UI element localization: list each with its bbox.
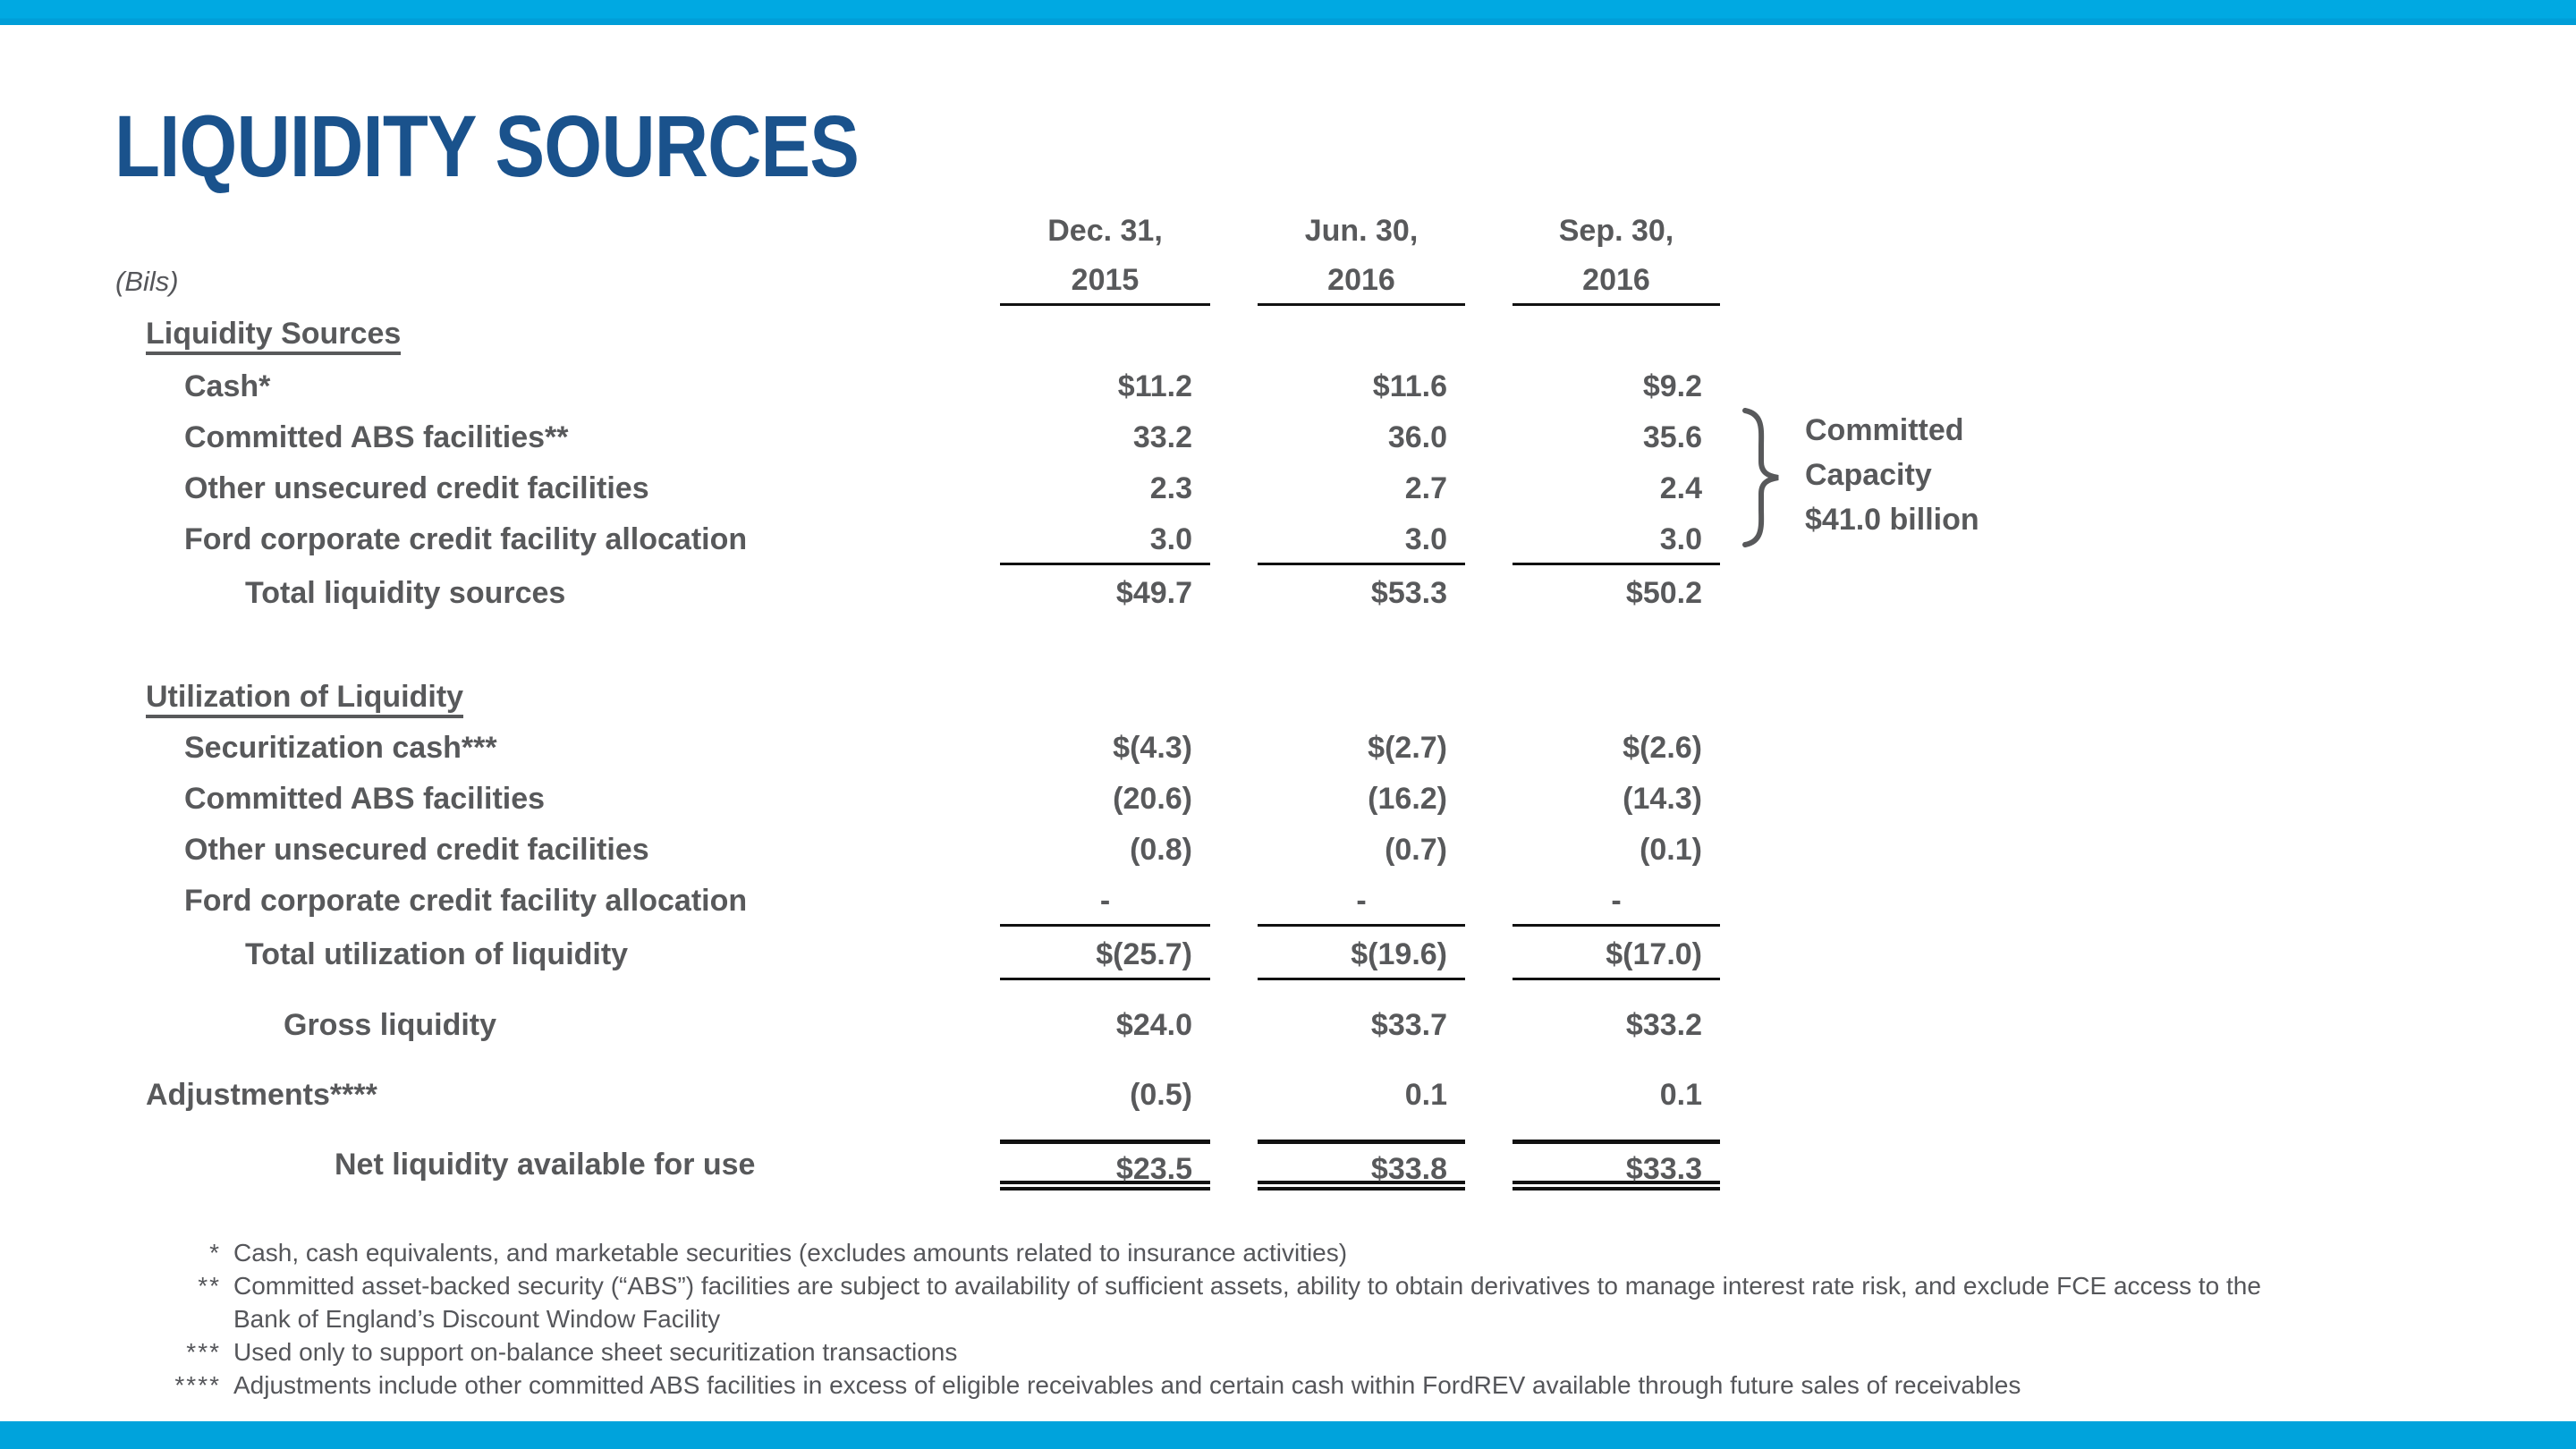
cell: (0.7) [1385,833,1447,867]
section-title: Utilization of Liquidity [146,680,463,718]
row-label: Committed ABS facilities** [184,420,569,454]
footnote-marker: ** [198,1272,221,1300]
row-other-unsecured [143,463,1726,514]
row-label: Cash* [184,369,271,403]
col-header-dec2015: Dec. 31, [1047,214,1163,248]
row-securitization-cash [143,723,1726,774]
row-label: Ford corporate credit facility allocation [184,522,748,556]
cell: $33.3 [1513,1140,1720,1191]
cell: (20.6) [1113,782,1192,816]
cell: 33.2 [1132,420,1192,454]
cell: $24.0 [1115,1008,1192,1042]
cell: 3.0 [1000,514,1210,565]
committed-capacity-annotation [1742,408,1979,547]
footnote-text: Cash, cash equivalents, and marketable securities (excludes amounts related to insurance activities) [233,1239,1348,1267]
top-accent-bar [0,0,2576,25]
section-header-utilization [143,672,1726,723]
cell: (0.1) [1640,833,1702,867]
footnote-text: Committed asset-backed security (“ABS”) facilities are subject to availability of sufficient assets, ability to obtain derivatives to manage interest rate risk, and exclude FCE access to the Bank of England’s Discount Window Facility [233,1272,2261,1333]
footnote-1 [125,1236,2487,1269]
row-total-liquidity-sources [143,568,1726,619]
footnote-2 [125,1269,2487,1335]
cell: $33.8 [1258,1140,1465,1191]
cell: $11.2 [1117,369,1192,403]
row-label: Total utilization of liquidity [245,937,629,971]
cell: $50.2 [1625,576,1702,610]
cell: $53.3 [1370,576,1447,610]
row-label: Ford corporate credit facility allocation [184,884,748,918]
row-label: Gross liquidity [284,1008,497,1042]
row-ford-corporate [143,514,1726,565]
cell: - [1000,876,1210,927]
bottom-accent-bar [0,1421,2576,1449]
cell: 0.1 [1404,1078,1447,1112]
cell: (0.8) [1130,833,1192,867]
cell: $49.7 [1115,576,1192,610]
cell: 3.0 [1513,514,1720,565]
row-label: Adjustments**** [146,1078,377,1112]
col-header-year-2016b: 2016 [1513,254,1720,306]
section-spacer [143,619,1726,672]
cell: $(17.0) [1513,929,1720,980]
annotation-line: Capacity [1805,458,1932,492]
cell: $(2.6) [1623,731,1702,765]
cell: 2.3 [1149,471,1192,505]
row-label: Net liquidity available for use [335,1148,756,1182]
cell: (14.3) [1623,782,1702,816]
cell: 2.4 [1659,471,1702,505]
cell: - [1258,876,1465,927]
cell: (16.2) [1368,782,1447,816]
row-util-ford-corporate [143,876,1726,927]
col-header-jun2016: Jun. 30, [1304,214,1419,248]
row-util-other-unsecured [143,825,1726,876]
footnote-text: Used only to support on-balance sheet securitization transactions [233,1338,958,1366]
row-cash [143,361,1726,412]
column-header-row-2 [143,254,1726,306]
cell: - [1513,876,1720,927]
row-label: Securitization cash*** [184,731,497,765]
col-header-sep2016: Sep. 30, [1558,214,1674,248]
brace-icon [1742,408,1782,547]
row-total-utilization [143,929,1726,980]
section-title: Liquidity Sources [146,317,401,355]
section-header-liquidity-sources [143,306,1726,361]
annotation-line: $41.0 billion [1805,503,1979,537]
committed-capacity-text [1805,408,1979,547]
col-header-year-2016a: 2016 [1258,254,1465,306]
cell: $(25.7) [1000,929,1210,980]
row-gross-liquidity [143,1000,1726,1051]
cell: $(4.3) [1113,731,1192,765]
cell: 35.6 [1642,420,1702,454]
row-net-liquidity [143,1140,1726,1191]
footnote-text: Adjustments include other committed ABS facilities in excess of eligible receivables and certain cash within FordREV available through future sales of receivables [233,1371,2021,1399]
cell: $(2.7) [1368,731,1447,765]
cell: $33.2 [1625,1008,1702,1042]
column-header-row-1 [143,208,1726,254]
cell: $33.7 [1370,1008,1447,1042]
row-util-committed-abs [143,774,1726,825]
cell: 2.7 [1404,471,1447,505]
footnote-marker: * [209,1239,221,1267]
row-committed-abs [143,412,1726,463]
cell: $9.2 [1642,369,1702,403]
row-label: Other unsecured credit facilities [184,833,649,867]
row-adjustments [143,1070,1726,1121]
cell: 3.0 [1258,514,1465,565]
footnote-4 [125,1368,2487,1402]
cell: $11.6 [1372,369,1447,403]
units-label: (Bils) [115,266,179,297]
page-title: LIQUIDITY SOURCES [114,97,860,195]
annotation-line: Committed [1805,413,1964,447]
footnote-marker: **** [174,1371,221,1399]
footnote-marker: *** [186,1338,221,1366]
footnotes [125,1236,2487,1402]
cell: (0.5) [1130,1078,1192,1112]
row-label: Committed ABS facilities [184,782,546,816]
col-header-year-2015: 2015 [1000,254,1210,306]
cell: 36.0 [1387,420,1447,454]
cell: $23.5 [1000,1140,1210,1191]
footnote-3 [125,1335,2487,1368]
row-label: Total liquidity sources [245,576,566,610]
cell: 0.1 [1659,1078,1702,1112]
cell: $(19.6) [1258,929,1465,980]
row-label: Other unsecured credit facilities [184,471,649,505]
liquidity-table [143,208,1726,1191]
